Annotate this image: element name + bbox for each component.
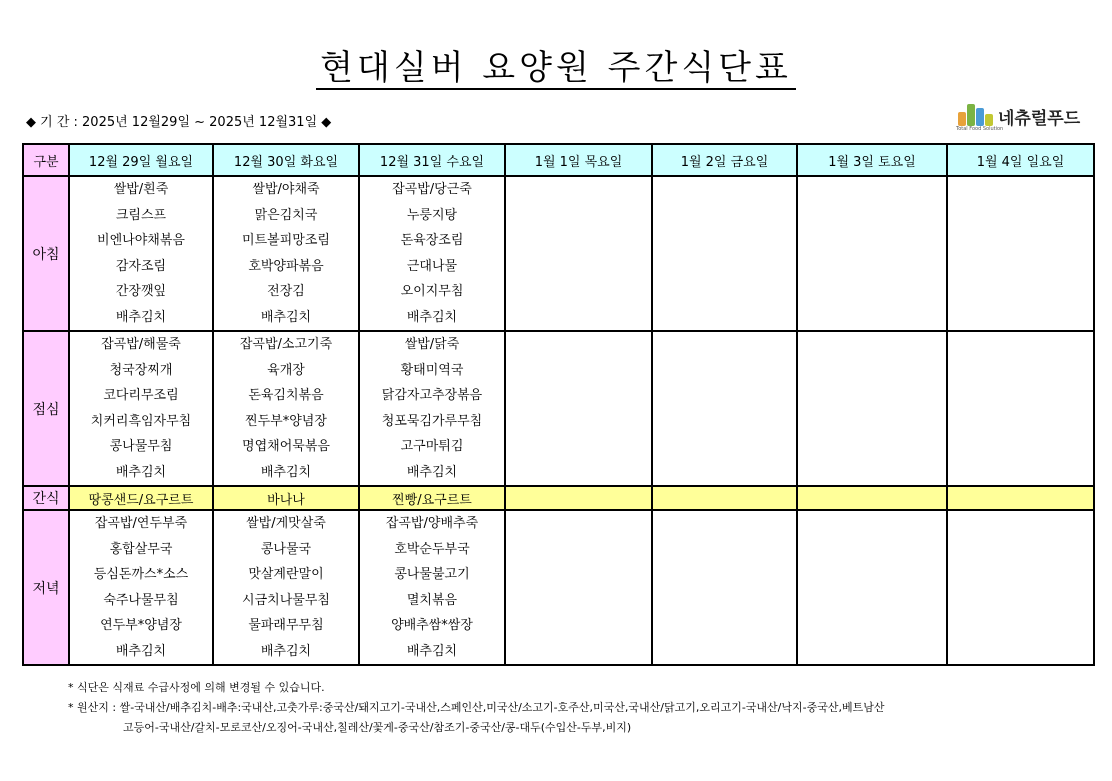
empty-cell — [505, 331, 652, 486]
menu-item: 호박양파볶음 — [248, 258, 324, 274]
header-row — [23, 144, 1094, 176]
note-origin: * 원산지 : 쌀-국내산/배추김치-배추:국내산,고춧가루:중국산/돼지고기-국내산,스페인산,미국산/소고기-호주산,미국산,국내산/닭고기,오리고기-국내산/낙지-중국산,베트남산 — [68, 701, 885, 714]
empty-cell — [797, 331, 947, 486]
menu-item: 쌀밥/닭죽 — [404, 337, 460, 352]
weekly-menu-table — [22, 143, 1095, 666]
menu-item: 잡곡밥/연두부죽 — [94, 516, 188, 531]
empty-cell — [505, 510, 652, 665]
leaf-icon — [956, 102, 996, 126]
menu-item: 홍합살무국 — [109, 541, 173, 557]
menu-cell — [213, 331, 359, 486]
logo-subtitle: Total Food Solution — [956, 126, 1004, 132]
menu-item: 잡곡밥/소고기죽 — [239, 337, 333, 352]
menu-item: 호박순두부국 — [394, 541, 470, 557]
day-header: 1월 3일 토요일 — [797, 144, 947, 176]
logo-name: 네츄럴푸드 — [998, 109, 1081, 129]
dinner-row — [23, 510, 1094, 665]
footnotes — [68, 678, 885, 738]
menu-item: 돈육장조림 — [400, 233, 464, 248]
empty-cell — [947, 176, 1094, 331]
menu-item: 양배추쌈*쌈장 — [391, 618, 473, 633]
day-header: 12월 31일 수요일 — [359, 144, 505, 176]
menu-cell — [213, 176, 359, 331]
empty-cell — [797, 486, 947, 510]
menu-item: 간장깻잎 — [115, 284, 167, 299]
menu-item: 감자조림 — [115, 258, 167, 274]
menu-cell — [359, 176, 505, 331]
empty-cell — [797, 510, 947, 665]
snack-row — [23, 486, 1094, 510]
menu-item: 쌀밥/야채죽 — [252, 182, 320, 197]
menu-item: 청포묵김가루무침 — [381, 413, 483, 429]
page-title: 현대실버 요양원 주간식단표 — [0, 40, 1112, 89]
menu-item: 코다리무조림 — [103, 388, 179, 403]
empty-cell — [797, 176, 947, 331]
menu-item: 누룽지탕 — [406, 207, 458, 223]
menu-item: 전장김 — [267, 284, 305, 299]
empty-cell — [947, 331, 1094, 486]
empty-cell — [652, 510, 797, 665]
menu-item: 쌀밥/게맛살죽 — [246, 516, 326, 531]
snack-cell: 바나나 — [213, 486, 359, 510]
menu-cell — [69, 331, 213, 486]
menu-cell — [69, 176, 213, 331]
menu-item: 황태미역국 — [400, 362, 464, 378]
lunch-row — [23, 331, 1094, 486]
menu-cell — [359, 510, 505, 665]
menu-item: 연두부*양념장 — [100, 618, 182, 633]
menu-item: 배추김치 — [115, 643, 167, 659]
menu-item: 멸치볶음 — [406, 592, 458, 608]
menu-item: 잡곡밥/해물죽 — [101, 337, 181, 352]
menu-item: 돈육김치볶음 — [248, 388, 324, 403]
menu-item: 근대나물 — [406, 258, 458, 274]
category-header: 구분 — [23, 144, 69, 176]
menu-item: 맛살계란말이 — [248, 567, 324, 582]
day-header: 1월 1일 목요일 — [505, 144, 652, 176]
empty-cell — [652, 331, 797, 486]
day-header: 12월 30일 화요일 — [213, 144, 359, 176]
menu-item: 닭감자고추장볶음 — [381, 388, 483, 403]
snack-cell: 땅콩샌드/요구르트 — [69, 486, 213, 510]
empty-cell — [652, 486, 797, 510]
menu-item: 찐두부*양념장 — [245, 413, 327, 429]
empty-cell — [505, 176, 652, 331]
menu-item: 청국장찌개 — [109, 362, 173, 378]
menu-item: 육개장 — [267, 362, 305, 378]
menu-item: 배추김치 — [115, 464, 167, 480]
menu-item: 비엔나야채볶음 — [97, 233, 185, 248]
meal-label-breakfast: 아침 — [23, 176, 69, 331]
breakfast-row — [23, 176, 1094, 331]
menu-cell — [213, 510, 359, 665]
menu-item: 크림스프 — [115, 207, 167, 223]
menu-cell — [69, 510, 213, 665]
snack-cell: 찐빵/요구르트 — [359, 486, 505, 510]
menu-item: 물파래무무침 — [248, 618, 324, 633]
menu-item: 치커리흑임자무침 — [90, 413, 192, 429]
menu-item: 잡곡밥/양배추죽 — [385, 516, 479, 531]
menu-period: ◆ 기 간 : 2025년 12월29일 ~ 2025년 12월31일 ◆ — [26, 115, 332, 130]
menu-item: 시금치나물무침 — [242, 592, 330, 608]
menu-item: 등심돈까스*소스 — [93, 567, 189, 582]
note-change-notice: * 식단은 식재료 수급사정에 의해 변경될 수 있습니다. — [68, 681, 325, 694]
meal-label-dinner: 저녁 — [23, 510, 69, 665]
empty-cell — [947, 486, 1094, 510]
day-header: 12월 29일 월요일 — [69, 144, 213, 176]
empty-cell — [652, 176, 797, 331]
menu-item: 명엽채어묵볶음 — [242, 439, 330, 454]
menu-item: 쌀밥/흰죽 — [113, 182, 169, 197]
menu-item: 잡곡밥/당근죽 — [392, 182, 472, 197]
menu-cell — [359, 331, 505, 486]
company-logo — [956, 102, 1086, 132]
menu-item: 배추김치 — [260, 643, 312, 659]
menu-item: 배추김치 — [260, 309, 312, 325]
menu-item: 고구마튀김 — [400, 439, 464, 454]
menu-item: 오이지무침 — [400, 284, 464, 299]
meal-label-lunch: 점심 — [23, 331, 69, 486]
menu-item: 배추김치 — [406, 643, 458, 659]
menu-item: 콩나물국 — [260, 541, 312, 557]
menu-item: 콩나물불고기 — [394, 567, 470, 582]
menu-item: 배추김치 — [406, 309, 458, 325]
day-header: 1월 4일 일요일 — [947, 144, 1094, 176]
menu-item: 숙주나물무침 — [103, 592, 179, 608]
meal-label-snack: 간식 — [23, 486, 69, 510]
menu-item: 배추김치 — [260, 464, 312, 480]
menu-item: 미트볼피망조림 — [242, 233, 330, 248]
empty-cell — [505, 486, 652, 510]
menu-item: 콩나물무침 — [109, 439, 173, 454]
day-header: 1월 2일 금요일 — [652, 144, 797, 176]
empty-cell — [947, 510, 1094, 665]
menu-item: 배추김치 — [406, 464, 458, 480]
menu-item: 배추김치 — [115, 309, 167, 325]
note-origin-cont: 고등어-국내산/갈치-모로코산/오징어-국내산,칠레산/꽃게-중국산/참조기-중국산/콩-대두(수입산-두부,비지) — [123, 721, 632, 734]
menu-item: 맑은김치국 — [254, 207, 318, 223]
